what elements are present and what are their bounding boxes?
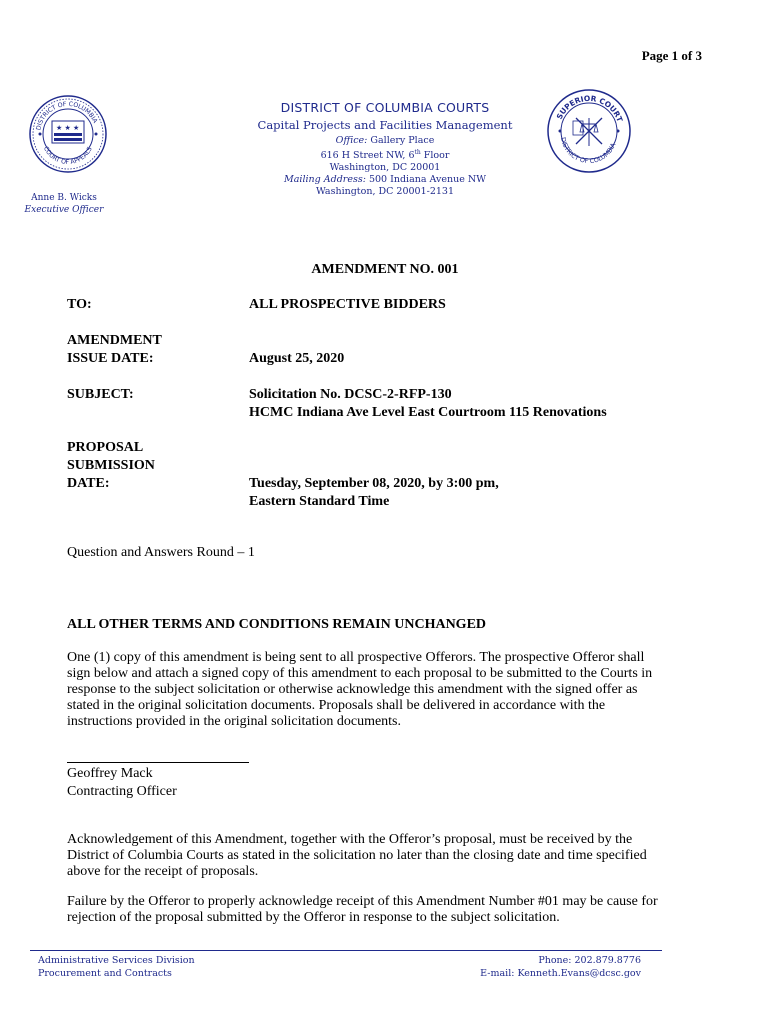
signature-line — [67, 762, 249, 763]
mailing-label: Mailing Address: — [284, 174, 366, 186]
footer-email: E-mail: Kenneth.Evans@dcsc.gov — [480, 968, 641, 979]
paragraph-line: One (1) copy of this amendment is being sent to all prospective Offerors. The prospective Offeror shall — [67, 650, 645, 665]
proposal-label-line-1: PROPOSAL — [67, 440, 144, 455]
proposal-value-line-1: Tuesday, September 08, 2020, by 3:00 pm, — [249, 476, 499, 491]
paragraph-line: above for the receipt of proposals. — [67, 864, 259, 879]
letterhead-title: DISTRICT OF COLUMBIA COURTS — [280, 100, 490, 115]
street-tail: Floor — [420, 150, 450, 162]
proposal-label-line-3: DATE: — [67, 476, 110, 491]
street-line — [240, 147, 530, 162]
officer-name: Anne B. Wicks — [31, 193, 97, 203]
signatory-name: Geoffrey Mack — [67, 766, 153, 781]
footer-right — [480, 954, 641, 980]
proposal-date-label — [67, 439, 155, 493]
issue-label-line-2: ISSUE DATE: — [67, 351, 154, 366]
footer-department: Procurement and Contracts — [38, 968, 172, 979]
mailing-line — [240, 174, 530, 186]
subject-value — [249, 386, 607, 422]
letterhead — [240, 100, 530, 198]
officer-title: Executive Officer — [24, 205, 104, 215]
mailing-value: 500 Indiana Avenue NW — [368, 174, 486, 186]
footer-left — [38, 954, 195, 980]
office-label: Office: — [335, 135, 368, 146]
amendment-title: AMENDMENT NO. 001 — [311, 262, 459, 277]
executive-officer — [20, 192, 108, 216]
paragraph-failure-notice — [67, 894, 707, 926]
signatory — [67, 765, 177, 801]
footer-phone: Phone: 202.879.8776 — [538, 955, 641, 966]
footer-division: Administrative Services Division — [38, 955, 195, 966]
to-value: ALL PROSPECTIVE BIDDERS — [249, 297, 446, 312]
paragraph-line: sign below and attach a signed copy of this amendment to each proposal to be submitted to the Courts in — [67, 666, 653, 681]
street-sup: th — [414, 149, 421, 156]
paragraph-acknowledgement — [67, 832, 707, 880]
subject-label: SUBJECT: — [67, 387, 134, 402]
svg-text:COURT OF APPEALS: COURT OF APPEALS — [41, 145, 94, 167]
paragraph-line: instructions provided in the original solicitation documents. — [67, 714, 402, 729]
issue-date-value: August 25, 2020 — [249, 351, 345, 366]
to-label: TO: — [67, 297, 92, 312]
paragraph-line: Failure by the Offeror to properly acknowledge receipt of this Amendment Number #01 may be cause for — [67, 894, 658, 909]
proposal-value-line-2: Eastern Standard Time — [249, 494, 390, 509]
subject-line-1: Solicitation No. DCSC-2-RFP-130 — [249, 387, 452, 402]
paragraph-line: response to the subject solicitation or otherwise acknowledge this amendment with the signed offer as — [67, 682, 638, 697]
office-line — [240, 135, 530, 147]
footer-divider — [30, 950, 662, 951]
issue-date-label — [67, 332, 162, 368]
proposal-date-value — [249, 475, 499, 511]
qa-round-line: Question and Answers Round – 1 — [67, 545, 255, 560]
city-line-1: Washington, DC 20001 — [329, 162, 441, 174]
dc-superior-court-seal-icon — [546, 88, 632, 174]
svg-text:SUPERIOR COURT: SUPERIOR COURT — [554, 93, 625, 124]
paragraph-line: stated in the original solicitation documents. Proposals shall be delivered in accordance with the — [67, 698, 606, 713]
terms-heading: ALL OTHER TERMS AND CONDITIONS REMAIN UNCHANGED — [67, 617, 487, 632]
svg-text:★ ★ ★: ★ ★ ★ — [56, 124, 80, 132]
dc-court-of-appeals-seal-icon — [28, 94, 108, 174]
paragraph-line: rejection of the proposal submitted by the Offeror in response to the subject solicitation. — [67, 910, 560, 925]
paragraph-line: Acknowledgement of this Amendment, together with the Offeror’s proposal, must be received by the — [67, 832, 633, 847]
office-value: Gallery Place — [370, 135, 435, 146]
svg-text:DISTRICT OF COLUMBIA: DISTRICT OF COLUMBIA — [559, 136, 618, 166]
paragraph-line: District of Columbia Courts as stated in the solicitation no later than the closing date and time specified — [67, 848, 647, 863]
subject-line-2: HCMC Indiana Ave Level East Courtroom 115 Renovations — [249, 405, 607, 420]
page-number: Page 1 of 3 — [641, 48, 702, 63]
issue-label-line-1: AMENDMENT — [67, 333, 162, 348]
city-line-2: Washington, DC 20001-2131 — [315, 186, 455, 198]
paragraph-copy-notice — [67, 650, 707, 730]
svg-text:DISTRICT OF COLUMBIA: DISTRICT OF COLUMBIA — [35, 100, 99, 131]
street-main: 616 H Street NW, 6 — [320, 150, 415, 162]
letterhead-subtitle: Capital Projects and Facilities Management — [257, 118, 513, 132]
proposal-label-line-2: SUBMISSION — [67, 458, 155, 473]
signatory-title: Contracting Officer — [67, 784, 177, 799]
